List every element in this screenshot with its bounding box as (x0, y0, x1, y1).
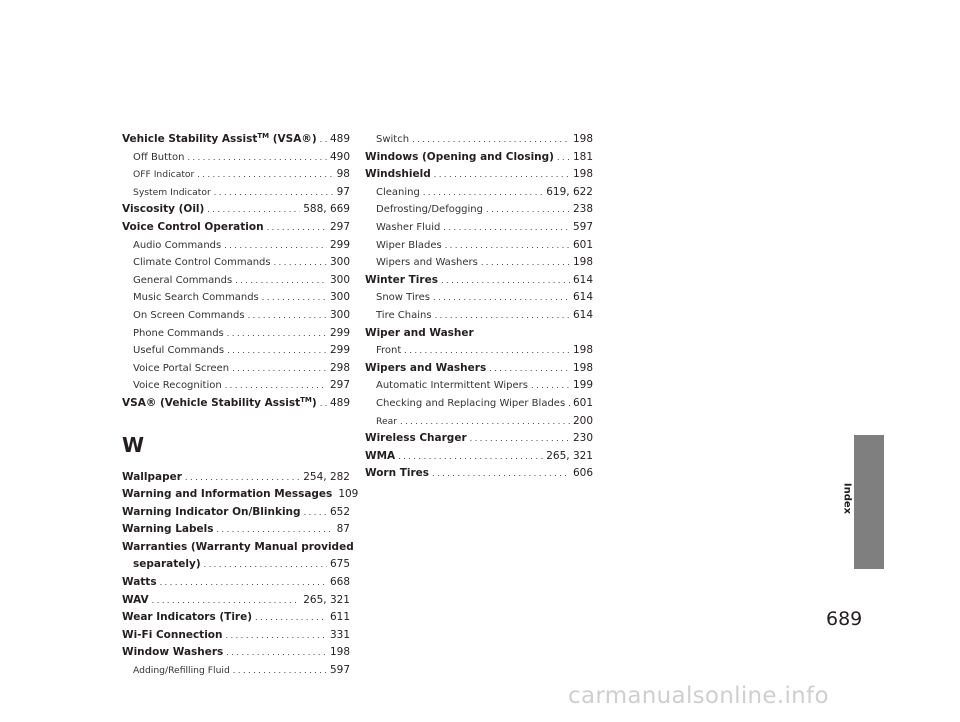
index-entry-page: 198 (572, 344, 593, 357)
index-entry[interactable] (365, 465, 593, 483)
index-entry[interactable] (365, 413, 593, 431)
index-entry-label: Phone Commands (133, 327, 224, 339)
index-entry-page: 109 (338, 488, 359, 501)
index-entry-page: 87 (336, 523, 350, 536)
leader-dots (443, 219, 570, 237)
index-entry-page: 489 (329, 396, 350, 409)
index-entry-label: System Indicator (133, 186, 211, 198)
leader-dots (400, 413, 570, 431)
index-entry[interactable] (365, 342, 593, 360)
index-entry-page: 597 (572, 220, 593, 233)
index-entry[interactable] (365, 166, 593, 184)
index-entry-label: Voice Portal Screen (133, 362, 230, 374)
leader-dots (470, 430, 570, 448)
index-entry-label: Vehicle Stability Assist™ (VSA®) (122, 132, 317, 145)
index-entry-page: 300 (329, 308, 350, 321)
index-entry[interactable] (122, 289, 350, 307)
index-entry[interactable] (365, 237, 593, 255)
index-entry-page: 254, 282 (303, 470, 350, 483)
index-entry-label: Automatic Intermittent Wipers (376, 380, 528, 392)
index-entry-page: 614 (572, 291, 593, 304)
index-entry-label: Wiper and Washer (365, 326, 474, 339)
index-entry[interactable] (365, 149, 593, 167)
index-entry-label: Window Washers (122, 646, 224, 659)
leader-dots (214, 184, 334, 202)
index-entry-label: On Screen Commands (133, 309, 245, 321)
index-entry-page: 238 (572, 203, 593, 216)
leader-dots (207, 201, 300, 219)
index-entry-page: 300 (329, 273, 350, 286)
index-entry[interactable] (122, 184, 350, 202)
index-entry-page: 198 (329, 646, 350, 659)
leader-dots (445, 237, 570, 255)
index-entry-label: Checking and Replacing Wiper Blades (376, 397, 566, 409)
index-entry[interactable] (122, 149, 350, 167)
index-entry[interactable] (122, 201, 350, 219)
index-entry-page: 265, 321 (546, 449, 593, 462)
index-entry-label: WMA (365, 449, 396, 462)
index-entry-page: 198 (572, 168, 593, 181)
index-entry[interactable] (122, 574, 350, 592)
index-entry[interactable] (365, 184, 593, 202)
index-entry-label: Windshield (365, 168, 431, 181)
index-entry-page: 297 (329, 220, 350, 233)
index-entry[interactable] (365, 395, 593, 413)
index-entry-page: 200 (572, 414, 593, 427)
index-entry[interactable] (365, 430, 593, 448)
index-entry-page: 299 (329, 326, 350, 339)
index-entry[interactable] (122, 219, 350, 237)
leader-dots (152, 592, 301, 610)
leader-dots (255, 609, 327, 627)
index-entry-label: Music Search Commands (133, 292, 259, 304)
index-entry[interactable] (122, 166, 350, 184)
index-entry-label: Wipers and Washers (376, 257, 478, 269)
index-entry-page: 490 (329, 150, 350, 163)
leader-dots (267, 219, 327, 237)
index-entry-label: Switch (376, 134, 410, 145)
index-entry-page: 230 (572, 432, 593, 445)
index-entries-v (122, 131, 350, 413)
index-entry[interactable] (365, 131, 593, 149)
leader-dots (185, 469, 300, 487)
leader-dots (435, 307, 570, 325)
index-entry[interactable] (122, 237, 350, 255)
index-entry[interactable] (122, 644, 350, 662)
index-entry[interactable] (122, 342, 350, 360)
leader-dots (398, 448, 543, 466)
index-entry-label: Useful Commands (133, 345, 225, 357)
index-entry[interactable] (122, 556, 350, 574)
leader-dots (320, 395, 327, 413)
index-entry[interactable] (365, 289, 593, 307)
index-entry-page: 298 (329, 361, 350, 374)
index-entry-label: Washer Fluid (376, 221, 441, 233)
leader-dots (216, 521, 333, 539)
index-entry-page: 98 (336, 168, 350, 181)
index-entry-page: 611 (329, 611, 350, 624)
leader-dots (412, 131, 570, 149)
index-entry-label: Voice Control Operation (122, 220, 264, 233)
leader-dots (432, 465, 570, 483)
leader-dots (262, 289, 327, 307)
index-entry[interactable] (122, 504, 350, 522)
index-entry-page: 97 (336, 185, 350, 198)
index-entry-label: Wiper Blades (376, 239, 442, 251)
index-entry[interactable] (122, 469, 350, 487)
index-entry[interactable] (122, 307, 350, 325)
leader-dots (481, 254, 570, 272)
leader-dots (434, 166, 570, 184)
leader-dots (568, 395, 570, 413)
index-entry[interactable] (365, 377, 593, 395)
index-entry-label: Worn Tires (365, 467, 430, 480)
leader-dots (320, 131, 327, 149)
leader-dots (160, 574, 327, 592)
index-entry-page: 668 (329, 576, 350, 589)
index-entry-page: 489 (329, 133, 350, 145)
leader-dots (531, 377, 570, 395)
index-entry-page: 606 (572, 467, 593, 480)
index-entry[interactable] (122, 539, 354, 557)
page-number: 689 (826, 608, 863, 630)
leader-dots (187, 149, 327, 167)
section-letter-w: W (122, 432, 145, 457)
leader-dots (224, 237, 327, 255)
index-entry-page: 181 (572, 150, 593, 163)
index-entry[interactable] (122, 662, 350, 680)
index-entry[interactable] (122, 609, 350, 627)
index-entry[interactable] (122, 360, 350, 378)
index-entry[interactable] (365, 448, 593, 466)
index-entry[interactable] (365, 360, 593, 378)
index-entry-page: 300 (329, 256, 350, 269)
index-entry-page: 601 (572, 396, 593, 409)
index-entry-label: Voice Recognition (133, 380, 222, 392)
leader-dots (227, 325, 327, 343)
leader-dots (248, 307, 327, 325)
index-entry-page: 614 (572, 273, 593, 286)
leader-dots (404, 342, 570, 360)
index-entry[interactable] (122, 272, 350, 290)
index-entry-page: 597 (329, 664, 350, 677)
index-entry[interactable] (122, 521, 350, 539)
index-entry-label: Defrosting/Defogging (376, 204, 483, 216)
index-entry-page: 652 (329, 505, 350, 518)
index-entry-page: 619, 622 (546, 185, 593, 198)
index-entry[interactable] (122, 627, 350, 645)
index-entry-label: VSA® (Vehicle Stability Assist™) (122, 395, 317, 409)
index-entry-page: 265, 321 (303, 593, 350, 606)
index-entry-label: Audio Commands (133, 239, 222, 251)
leader-dots (423, 184, 543, 202)
index-entry-page: 331 (329, 628, 350, 641)
leader-dots (226, 644, 327, 662)
index-entry[interactable] (365, 254, 593, 272)
leader-dots (227, 342, 327, 360)
leader-dots (197, 166, 333, 184)
index-entry[interactable] (122, 486, 359, 504)
index-entry[interactable] (122, 131, 350, 149)
leader-dots (557, 149, 570, 167)
index-entry-page: 198 (572, 133, 593, 145)
index-entry[interactable] (365, 201, 593, 219)
index-column-left (122, 131, 359, 680)
leader-dots (226, 627, 327, 645)
index-entry[interactable] (122, 325, 350, 343)
index-entry-label: Rear (376, 415, 398, 427)
leader-dots (204, 556, 327, 574)
index-entry[interactable] (365, 272, 593, 290)
index-entry-label: Watts (122, 576, 157, 589)
index-entry-page: 199 (572, 379, 593, 392)
leader-dots (433, 289, 570, 307)
index-entry[interactable] (365, 219, 593, 237)
index-entry-page: 614 (572, 308, 593, 321)
index-entries-w-continued (365, 131, 593, 483)
index-entry[interactable] (122, 377, 350, 395)
index-entry-label: Wireless Charger (365, 432, 467, 445)
side-tab-label: Index (841, 482, 853, 515)
leader-dots (233, 662, 327, 680)
leader-dots (225, 377, 327, 395)
index-entry-label: Snow Tires (376, 292, 430, 304)
index-entry-page: 588, 669 (303, 203, 350, 216)
leader-dots (274, 254, 327, 272)
index-entry-label: Wi-Fi Connection (122, 628, 223, 641)
index-entry-label: Wear Indicators (Tire) (122, 611, 253, 624)
leader-dots (489, 360, 570, 378)
index-column-right (365, 131, 593, 483)
leader-dots (232, 360, 327, 378)
index-entry-label: Front (376, 345, 402, 357)
leader-dots (486, 201, 570, 219)
index-entry-page: 601 (572, 238, 593, 251)
index-entry-label: Warning Indicator On/Blinking (122, 505, 301, 518)
watermark-text: carmanualsonline.info (568, 683, 829, 709)
index-side-tab[interactable] (854, 435, 884, 569)
index-entry-label: Viscosity (Oil) (122, 203, 205, 216)
index-entry-label: Climate Control Commands (133, 257, 271, 269)
index-entry-label: Cleaning (376, 186, 420, 198)
index-entry-label: Winter Tires (365, 273, 438, 286)
index-entry-page: 299 (329, 344, 350, 357)
index-entry-label: General Commands (133, 274, 233, 286)
index-entry-label: Warning Labels (122, 523, 214, 536)
leader-dots (304, 504, 327, 522)
index-entry-page: 299 (329, 238, 350, 251)
index-entry[interactable] (122, 592, 350, 610)
leader-dots (235, 272, 327, 290)
index-entry-page: 297 (329, 379, 350, 392)
index-entry-page: 198 (572, 256, 593, 269)
leader-dots (441, 272, 570, 290)
index-entry-label: Warranties (Warranty Manual provided (122, 540, 354, 553)
index-entry[interactable] (365, 307, 593, 325)
index-entry-label: WAV (122, 593, 149, 606)
index-entries-w (122, 469, 359, 680)
index-entry-page: 675 (329, 558, 350, 571)
index-entry-label: Warning and Information Messages (122, 488, 333, 501)
index-entry-label: Off Button (133, 151, 185, 163)
index-entry-label: Wipers and Washers (365, 361, 487, 374)
index-entry-label: Adding/Refilling Fluid (133, 665, 230, 677)
index-entry[interactable] (122, 254, 350, 272)
index-entry-label: OFF Indicator (133, 169, 195, 181)
index-entry-page: 300 (329, 291, 350, 304)
index-entry-label: Windows (Opening and Closing) (365, 150, 554, 163)
index-entry-label: Wallpaper (122, 470, 182, 483)
index-entry-page: 198 (572, 361, 593, 374)
index-entry-label: Tire Chains (376, 309, 432, 321)
index-entry-label: separately) (133, 558, 201, 571)
index-entry[interactable] (122, 395, 350, 413)
index-entry[interactable] (365, 325, 593, 343)
